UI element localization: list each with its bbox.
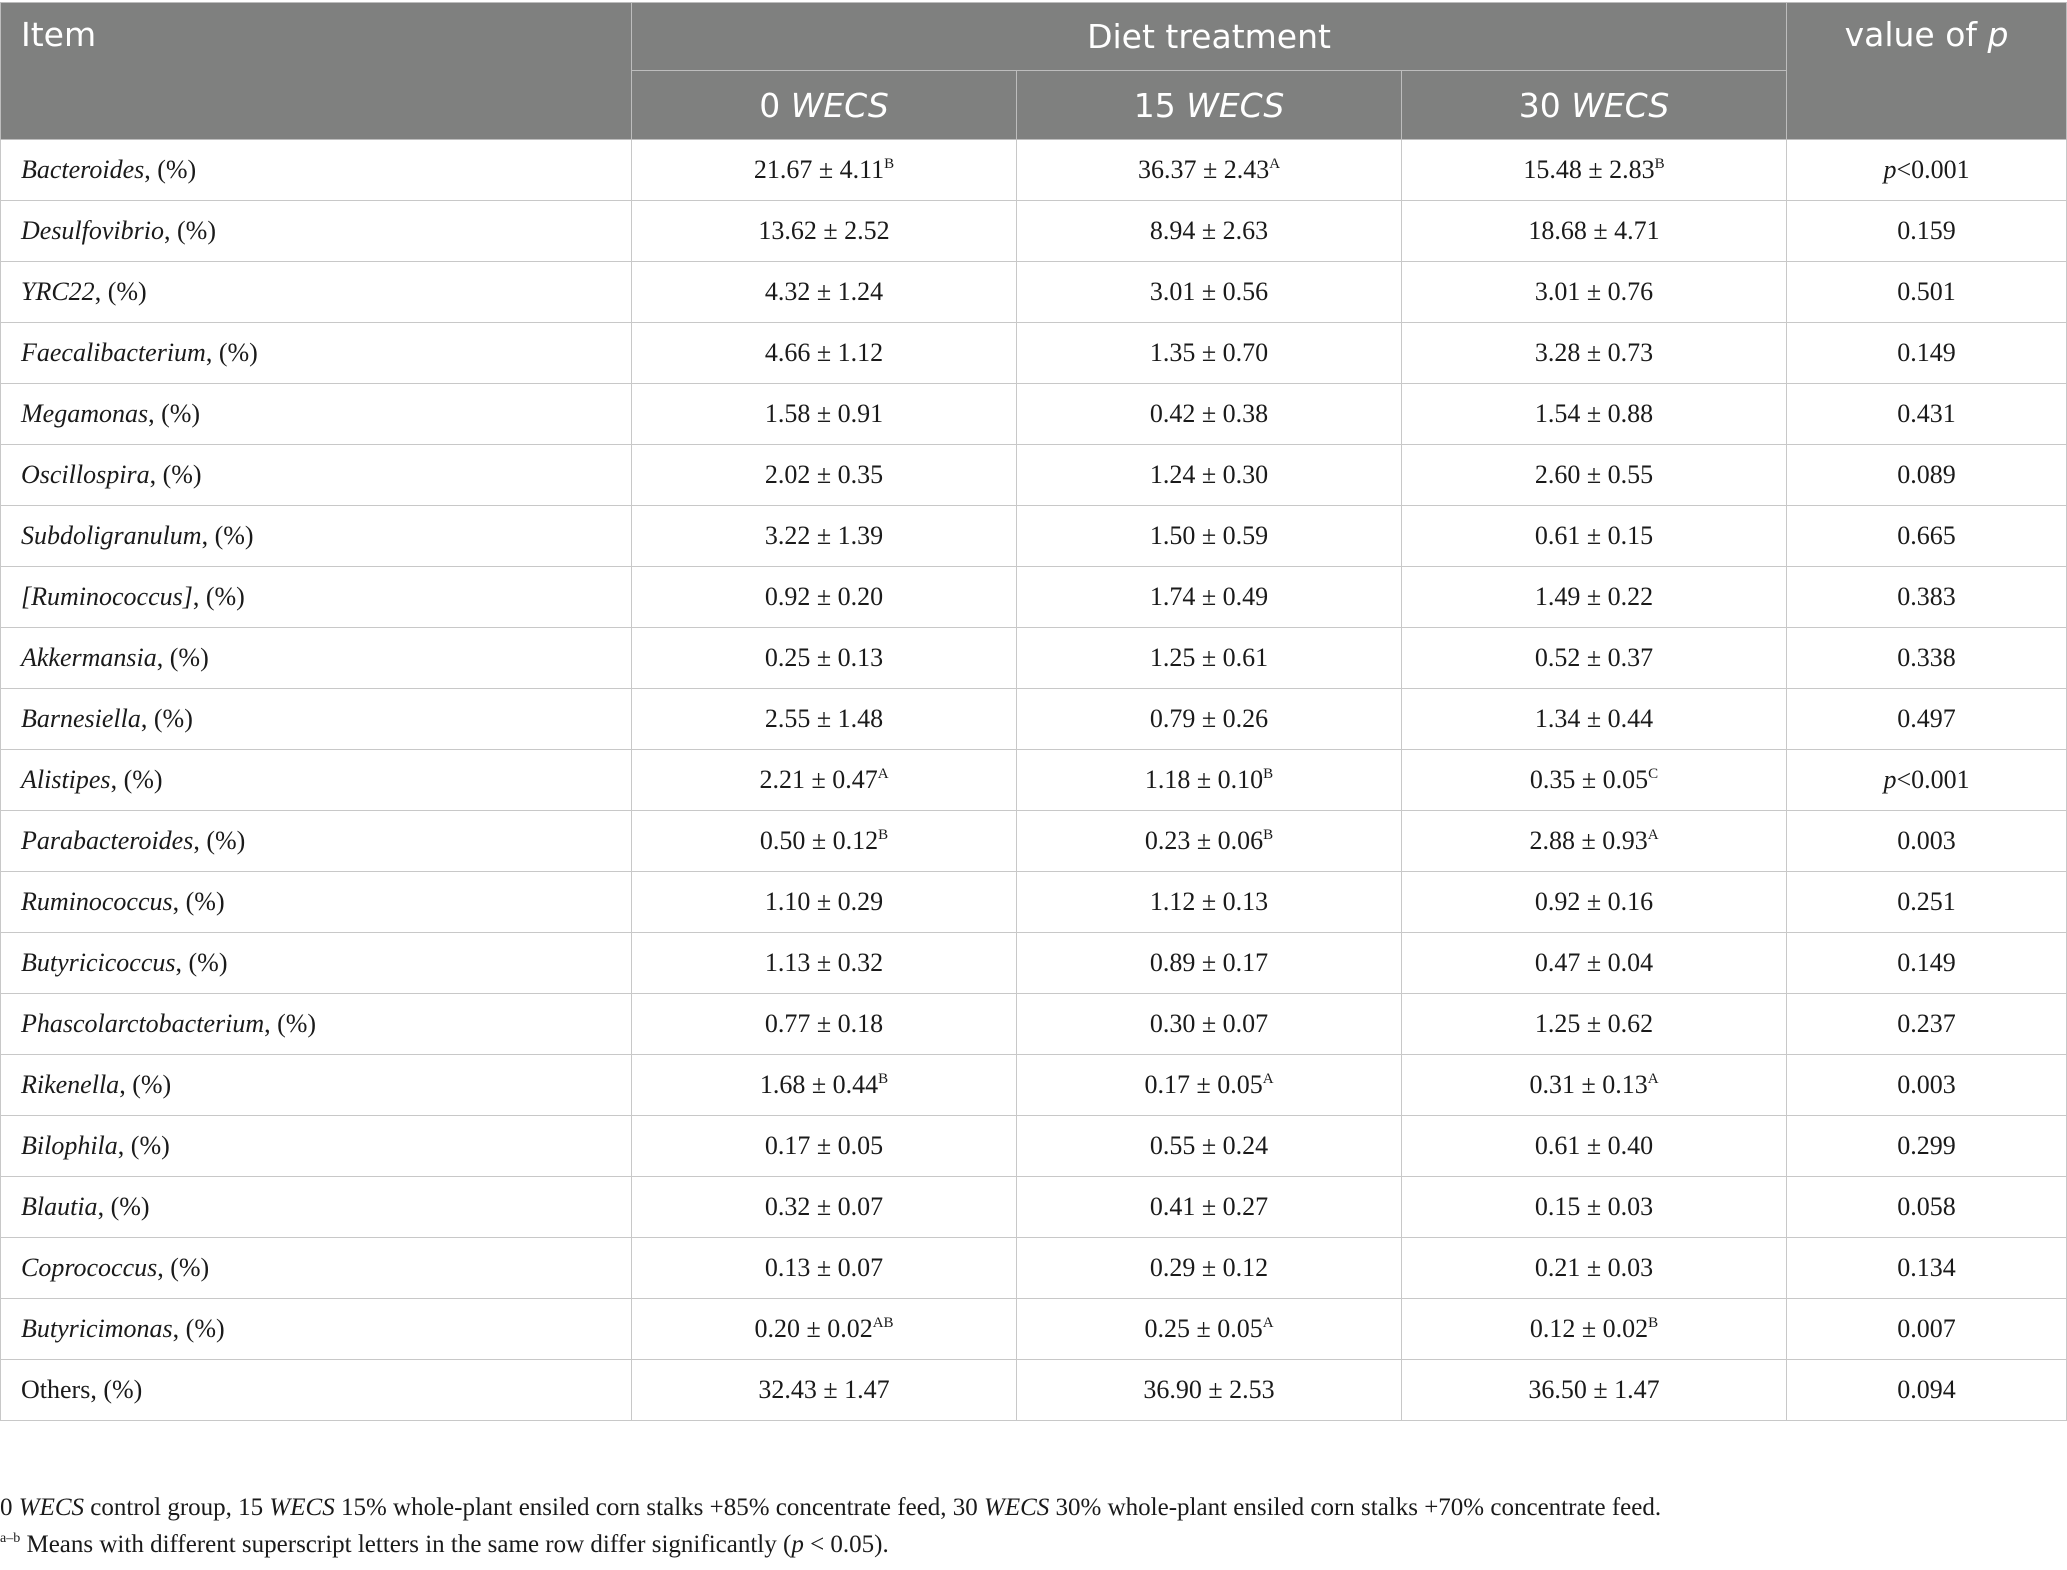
value-cell bbox=[1017, 933, 1402, 994]
footnote-text-a: Means with different superscript letters in the same row differ significantly ( bbox=[20, 1531, 792, 1558]
p-value: 0.338 bbox=[1897, 643, 1956, 672]
mean-sem: 1.18 ± 0.10 bbox=[1144, 765, 1264, 794]
mean-sem: 0.89 ± 0.17 bbox=[1149, 948, 1269, 977]
unit-label: , (%) bbox=[94, 277, 147, 306]
group-header-2 bbox=[1402, 71, 1787, 140]
table-row bbox=[1, 1116, 2067, 1177]
value-cell bbox=[1017, 811, 1402, 872]
mean-sem: 1.54 ± 0.88 bbox=[1534, 399, 1654, 428]
p-value-cell bbox=[1787, 567, 2067, 628]
p-value-column-header bbox=[1787, 3, 2067, 140]
p-value-cell bbox=[1787, 140, 2067, 201]
value-cell bbox=[632, 689, 1017, 750]
genus-name: Oscillospira bbox=[21, 460, 150, 489]
row-item-cell bbox=[1, 140, 632, 201]
group-number: 0 bbox=[759, 85, 791, 125]
mean-sem: 0.21 ± 0.03 bbox=[1534, 1253, 1654, 1282]
p-value-cell bbox=[1787, 750, 2067, 811]
mean-sem: 36.50 ± 1.47 bbox=[1528, 1375, 1660, 1404]
value-cell bbox=[632, 750, 1017, 811]
unit-label: , (%) bbox=[164, 216, 216, 245]
unit-label: , (%) bbox=[90, 1375, 143, 1404]
p-value: 0.497 bbox=[1897, 704, 1956, 733]
mean-sem: 0.41 ± 0.27 bbox=[1149, 1192, 1269, 1221]
p-symbol: p bbox=[1883, 765, 1897, 794]
table-row bbox=[1, 994, 2067, 1055]
diet-treatment-header: Diet treatment bbox=[632, 3, 1787, 71]
mean-sem: 1.68 ± 0.44 bbox=[759, 1070, 879, 1099]
value-cell bbox=[1402, 140, 1787, 201]
value-cell bbox=[1017, 140, 1402, 201]
mean-sem: 1.49 ± 0.22 bbox=[1534, 582, 1654, 611]
p-value: 0.159 bbox=[1897, 216, 1956, 245]
genus-name: Blautia bbox=[21, 1192, 98, 1221]
unit-label: , (%) bbox=[193, 826, 246, 855]
mean-sem: 0.61 ± 0.40 bbox=[1534, 1131, 1654, 1160]
value-cell bbox=[1402, 872, 1787, 933]
value-cell bbox=[632, 933, 1017, 994]
genus-name: Parabacteroides bbox=[21, 826, 194, 855]
mean-sem: 0.30 ± 0.07 bbox=[1149, 1009, 1269, 1038]
table-row bbox=[1, 1360, 2067, 1421]
row-item-cell bbox=[1, 1055, 632, 1116]
footnote-segment: 0 bbox=[0, 1494, 19, 1521]
table-row bbox=[1, 262, 2067, 323]
group-label: WECS bbox=[1186, 85, 1285, 125]
value-cell bbox=[632, 567, 1017, 628]
significance-letter: B bbox=[878, 1071, 889, 1087]
mean-sem: 3.28 ± 0.73 bbox=[1534, 338, 1654, 367]
significance-letter: A bbox=[877, 766, 889, 782]
mean-sem: 2.60 ± 0.55 bbox=[1534, 460, 1654, 489]
mean-sem: 0.77 ± 0.18 bbox=[764, 1009, 884, 1038]
p-value-cell bbox=[1787, 1055, 2067, 1116]
genus-name: Butyricicoccus bbox=[21, 948, 176, 977]
value-cell bbox=[632, 445, 1017, 506]
p-value: 0.501 bbox=[1897, 277, 1956, 306]
value-cell bbox=[1402, 506, 1787, 567]
significance-letter: B bbox=[884, 156, 895, 172]
significance-letter: B bbox=[1648, 1315, 1659, 1331]
mean-sem: 15.48 ± 2.83 bbox=[1523, 155, 1655, 184]
value-cell bbox=[1402, 933, 1787, 994]
genus-abundance-table bbox=[0, 2, 2067, 1421]
value-cell bbox=[1017, 384, 1402, 445]
unit-label: , (%) bbox=[149, 460, 202, 489]
p-value: <0.001 bbox=[1896, 155, 1970, 184]
mean-sem: 0.17 ± 0.05 bbox=[764, 1131, 884, 1160]
p-value-cell bbox=[1787, 445, 2067, 506]
row-item-cell bbox=[1, 750, 632, 811]
value-cell bbox=[1402, 628, 1787, 689]
mean-sem: 0.12 ± 0.02 bbox=[1529, 1314, 1649, 1343]
row-item-cell bbox=[1, 262, 632, 323]
unit-label: , (%) bbox=[110, 765, 163, 794]
genus-name: Butyricimonas bbox=[21, 1314, 173, 1343]
p-value: 0.383 bbox=[1897, 582, 1956, 611]
mean-sem: 21.67 ± 4.11 bbox=[753, 155, 885, 184]
unit-label: , (%) bbox=[172, 887, 225, 916]
p-value: 0.665 bbox=[1897, 521, 1956, 550]
value-cell bbox=[1402, 323, 1787, 384]
value-cell bbox=[1017, 1177, 1402, 1238]
value-cell bbox=[632, 994, 1017, 1055]
mean-sem: 0.61 ± 0.15 bbox=[1534, 521, 1654, 550]
row-item-cell bbox=[1, 1360, 632, 1421]
value-cell bbox=[1402, 567, 1787, 628]
value-cell bbox=[1402, 750, 1787, 811]
p-value: 0.431 bbox=[1897, 399, 1956, 428]
footnote-segment: WECS bbox=[269, 1494, 335, 1521]
row-item-cell bbox=[1, 384, 632, 445]
p-value: 0.149 bbox=[1897, 948, 1956, 977]
row-item-cell bbox=[1, 506, 632, 567]
mean-sem: 0.20 ± 0.02 bbox=[754, 1314, 873, 1343]
mean-sem: 1.10 ± 0.29 bbox=[764, 887, 884, 916]
genus-name: Akkermansia bbox=[21, 643, 157, 672]
genus-name: Bacteroides bbox=[21, 155, 145, 184]
value-cell bbox=[1402, 1360, 1787, 1421]
significance-letter: A bbox=[1262, 1315, 1274, 1331]
unit-label: , (%) bbox=[140, 704, 193, 733]
mean-sem: 1.58 ± 0.91 bbox=[764, 399, 884, 428]
value-cell bbox=[1017, 1299, 1402, 1360]
genus-name: Phascolarctobacterium bbox=[21, 1009, 265, 1038]
unit-label: , (%) bbox=[97, 1192, 150, 1221]
value-cell bbox=[1402, 262, 1787, 323]
group-label: WECS bbox=[790, 85, 889, 125]
mean-sem: 2.55 ± 1.48 bbox=[764, 704, 884, 733]
group-header-1 bbox=[1017, 71, 1402, 140]
mean-sem: 0.25 ± 0.13 bbox=[764, 643, 884, 672]
group-number: 30 bbox=[1518, 85, 1572, 125]
mean-sem: 4.32 ± 1.24 bbox=[764, 277, 884, 306]
value-cell bbox=[1017, 1116, 1402, 1177]
mean-sem: 1.24 ± 0.30 bbox=[1149, 460, 1269, 489]
unit-label: , (%) bbox=[117, 1131, 170, 1160]
mean-sem: 0.15 ± 0.03 bbox=[1534, 1192, 1654, 1221]
mean-sem: 2.88 ± 0.93 bbox=[1529, 826, 1648, 855]
value-cell bbox=[632, 140, 1017, 201]
row-item-cell bbox=[1, 1177, 632, 1238]
p-value-cell bbox=[1787, 1177, 2067, 1238]
mean-sem: 0.42 ± 0.38 bbox=[1149, 399, 1269, 428]
value-cell bbox=[1402, 1177, 1787, 1238]
mean-sem: 0.52 ± 0.37 bbox=[1534, 643, 1654, 672]
value-cell bbox=[632, 1238, 1017, 1299]
value-cell bbox=[1402, 1238, 1787, 1299]
p-value: 0.003 bbox=[1897, 1070, 1956, 1099]
footnote-abbreviations bbox=[0, 1494, 2060, 1522]
value-cell bbox=[1017, 567, 1402, 628]
row-item-cell bbox=[1, 201, 632, 262]
mean-sem: 0.32 ± 0.07 bbox=[764, 1192, 884, 1221]
p-value: 0.058 bbox=[1897, 1192, 1956, 1221]
unit-label: , (%) bbox=[157, 1253, 210, 1282]
footnote-text-b: < 0.05). bbox=[803, 1531, 889, 1558]
row-item-cell bbox=[1, 689, 632, 750]
mean-sem: 0.23 ± 0.06 bbox=[1144, 826, 1264, 855]
p-value-header-text: value of bbox=[1844, 15, 1988, 54]
genus-name: Ruminococcus bbox=[21, 887, 173, 916]
value-cell bbox=[632, 201, 1017, 262]
genus-name: Bilophila bbox=[21, 1131, 118, 1160]
unit-label: , (%) bbox=[192, 582, 245, 611]
p-value: 0.299 bbox=[1897, 1131, 1956, 1160]
value-cell bbox=[1402, 1116, 1787, 1177]
value-cell bbox=[1017, 323, 1402, 384]
table-header bbox=[1, 3, 2067, 140]
mean-sem: 13.62 ± 2.52 bbox=[758, 216, 890, 245]
mean-sem: 3.01 ± 0.56 bbox=[1149, 277, 1269, 306]
p-value-cell bbox=[1787, 994, 2067, 1055]
mean-sem: 1.13 ± 0.32 bbox=[764, 948, 884, 977]
table-row bbox=[1, 1238, 2067, 1299]
footnote-segment: WECS bbox=[18, 1494, 85, 1521]
table-row bbox=[1, 567, 2067, 628]
significance-letter: B bbox=[1263, 766, 1274, 782]
unit-label: , (%) bbox=[175, 948, 228, 977]
value-cell bbox=[632, 506, 1017, 567]
row-item-cell bbox=[1, 567, 632, 628]
value-cell bbox=[632, 384, 1017, 445]
value-cell bbox=[632, 872, 1017, 933]
value-cell bbox=[632, 1299, 1017, 1360]
value-cell bbox=[632, 811, 1017, 872]
p-value-cell bbox=[1787, 262, 2067, 323]
unit-label: , (%) bbox=[156, 643, 209, 672]
p-symbol: p bbox=[1987, 15, 2009, 54]
mean-sem: 3.01 ± 0.76 bbox=[1534, 277, 1654, 306]
value-cell bbox=[1402, 1055, 1787, 1116]
table-row bbox=[1, 811, 2067, 872]
significance-letter: B bbox=[1263, 827, 1274, 843]
footnote-segment: 15% whole-plant ensiled corn stalks +85% concentrate feed, 30 bbox=[334, 1494, 985, 1521]
footnote-superscript-mark: a–b bbox=[0, 1531, 21, 1546]
significance-letter: B bbox=[878, 827, 889, 843]
table-row bbox=[1, 201, 2067, 262]
genus-name: Barnesiella bbox=[21, 704, 141, 733]
value-cell bbox=[1017, 1055, 1402, 1116]
table-row bbox=[1, 1055, 2067, 1116]
unit-label: , (%) bbox=[201, 521, 254, 550]
mean-sem: 18.68 ± 4.71 bbox=[1528, 216, 1660, 245]
significance-letter: A bbox=[1647, 1071, 1659, 1087]
p-value: 0.089 bbox=[1897, 460, 1956, 489]
genus-name: Alistipes bbox=[21, 765, 111, 794]
genus-name: Rikenella bbox=[21, 1070, 120, 1099]
genus-name: [Ruminococcus] bbox=[21, 582, 193, 611]
value-cell bbox=[632, 1360, 1017, 1421]
p-value: 0.237 bbox=[1897, 1009, 1956, 1038]
mean-sem: 1.50 ± 0.59 bbox=[1149, 521, 1269, 550]
mean-sem: 36.37 ± 2.43 bbox=[1137, 155, 1270, 184]
value-cell bbox=[1402, 811, 1787, 872]
value-cell bbox=[1017, 201, 1402, 262]
value-cell bbox=[632, 1055, 1017, 1116]
value-cell bbox=[1402, 445, 1787, 506]
p-value-cell bbox=[1787, 689, 2067, 750]
mean-sem: 0.13 ± 0.07 bbox=[764, 1253, 884, 1282]
mean-sem: 0.79 ± 0.26 bbox=[1149, 704, 1269, 733]
mean-sem: 2.21 ± 0.47 bbox=[759, 765, 878, 794]
table-row bbox=[1, 506, 2067, 567]
mean-sem: 0.50 ± 0.12 bbox=[759, 826, 879, 855]
value-cell bbox=[1402, 384, 1787, 445]
unit-label: , (%) bbox=[119, 1070, 172, 1099]
value-cell bbox=[632, 628, 1017, 689]
footnote-segment: WECS bbox=[984, 1494, 1050, 1521]
row-item-cell bbox=[1, 1299, 632, 1360]
value-cell bbox=[1017, 872, 1402, 933]
p-value-cell bbox=[1787, 323, 2067, 384]
row-item-cell bbox=[1, 811, 632, 872]
value-cell bbox=[632, 323, 1017, 384]
table-row bbox=[1, 750, 2067, 811]
p-value: 0.134 bbox=[1897, 1253, 1956, 1282]
footnote-segment: 30% whole-plant ensiled corn stalks +70% concentrate feed. bbox=[1049, 1494, 1662, 1521]
value-cell bbox=[1017, 689, 1402, 750]
value-cell bbox=[1017, 750, 1402, 811]
mean-sem: 0.17 ± 0.05 bbox=[1144, 1070, 1263, 1099]
row-item-cell bbox=[1, 1238, 632, 1299]
p-value-cell bbox=[1787, 506, 2067, 567]
mean-sem: 2.02 ± 0.35 bbox=[764, 460, 884, 489]
significance-letter: B bbox=[1654, 156, 1665, 172]
p-value-cell bbox=[1787, 1299, 2067, 1360]
table-row bbox=[1, 872, 2067, 933]
value-cell bbox=[1017, 1238, 1402, 1299]
genus-name: Coprococcus bbox=[21, 1253, 158, 1282]
genus-name: Faecalibacterium bbox=[21, 338, 206, 367]
unit-label: , (%) bbox=[264, 1009, 317, 1038]
value-cell bbox=[632, 1177, 1017, 1238]
mean-sem: 3.22 ± 1.39 bbox=[764, 521, 884, 550]
unit-label: , (%) bbox=[172, 1314, 225, 1343]
mean-sem: 1.12 ± 0.13 bbox=[1149, 887, 1269, 916]
p-value-cell bbox=[1787, 1360, 2067, 1421]
table-row bbox=[1, 1177, 2067, 1238]
p-value: 0.149 bbox=[1897, 338, 1956, 367]
value-cell bbox=[632, 1116, 1017, 1177]
p-symbol: p bbox=[1883, 155, 1897, 184]
value-cell bbox=[1017, 628, 1402, 689]
item-column-header: Item bbox=[1, 3, 632, 140]
value-cell bbox=[1017, 262, 1402, 323]
mean-sem: 0.92 ± 0.16 bbox=[1534, 887, 1654, 916]
p-value-cell bbox=[1787, 201, 2067, 262]
value-cell bbox=[1017, 445, 1402, 506]
row-item-cell bbox=[1, 933, 632, 994]
group-number: 15 bbox=[1133, 85, 1187, 125]
table-row bbox=[1, 689, 2067, 750]
p-value: 0.094 bbox=[1897, 1375, 1956, 1404]
mean-sem: 1.34 ± 0.44 bbox=[1534, 704, 1654, 733]
mean-sem: 1.74 ± 0.49 bbox=[1149, 582, 1269, 611]
value-cell bbox=[1402, 994, 1787, 1055]
footnote-p-symbol: p bbox=[791, 1531, 804, 1558]
genus-name: Others bbox=[21, 1375, 91, 1404]
unit-label: , (%) bbox=[144, 155, 197, 184]
mean-sem: 0.25 ± 0.05 bbox=[1144, 1314, 1263, 1343]
mean-sem: 0.47 ± 0.04 bbox=[1534, 948, 1654, 977]
genus-name: Subdoligranulum bbox=[21, 521, 202, 550]
table-row bbox=[1, 384, 2067, 445]
value-cell bbox=[1017, 506, 1402, 567]
unit-label: , (%) bbox=[205, 338, 258, 367]
value-cell bbox=[1402, 689, 1787, 750]
table-body bbox=[1, 140, 2067, 1421]
unit-label: , (%) bbox=[148, 399, 201, 428]
significance-letter: C bbox=[1648, 766, 1659, 782]
p-value-cell bbox=[1787, 628, 2067, 689]
table-row bbox=[1, 933, 2067, 994]
mean-sem: 1.35 ± 0.70 bbox=[1149, 338, 1269, 367]
mean-sem: 36.90 ± 2.53 bbox=[1143, 1375, 1275, 1404]
row-item-cell bbox=[1, 323, 632, 384]
value-cell bbox=[1402, 201, 1787, 262]
mean-sem: 1.25 ± 0.62 bbox=[1534, 1009, 1654, 1038]
table-row bbox=[1, 1299, 2067, 1360]
mean-sem: 8.94 ± 2.63 bbox=[1149, 216, 1269, 245]
significance-letter: AB bbox=[872, 1315, 894, 1331]
table-row bbox=[1, 140, 2067, 201]
row-item-cell bbox=[1, 1116, 632, 1177]
p-value-cell bbox=[1787, 384, 2067, 445]
group-label: WECS bbox=[1571, 85, 1670, 125]
row-item-cell bbox=[1, 628, 632, 689]
mean-sem: 0.35 ± 0.05 bbox=[1529, 765, 1649, 794]
mean-sem: 0.31 ± 0.13 bbox=[1529, 1070, 1648, 1099]
p-value-cell bbox=[1787, 811, 2067, 872]
group-header-0 bbox=[632, 71, 1017, 140]
table-row bbox=[1, 445, 2067, 506]
genus-name: Desulfovibrio bbox=[21, 216, 164, 245]
table-row bbox=[1, 628, 2067, 689]
value-cell bbox=[1402, 1299, 1787, 1360]
significance-letter: A bbox=[1262, 1071, 1274, 1087]
row-item-cell bbox=[1, 445, 632, 506]
mean-sem: 0.92 ± 0.20 bbox=[764, 582, 884, 611]
mean-sem: 1.25 ± 0.61 bbox=[1149, 643, 1269, 672]
significance-letter: A bbox=[1269, 156, 1281, 172]
p-value-cell bbox=[1787, 933, 2067, 994]
mean-sem: 0.55 ± 0.24 bbox=[1149, 1131, 1269, 1160]
mean-sem: 0.29 ± 0.12 bbox=[1149, 1253, 1269, 1282]
value-cell bbox=[1017, 994, 1402, 1055]
p-value: 0.007 bbox=[1897, 1314, 1956, 1343]
p-value: <0.001 bbox=[1896, 765, 1970, 794]
value-cell bbox=[632, 262, 1017, 323]
p-value-cell bbox=[1787, 1238, 2067, 1299]
row-item-cell bbox=[1, 994, 632, 1055]
footnote-segment: control group, 15 bbox=[84, 1494, 270, 1521]
mean-sem: 4.66 ± 1.12 bbox=[764, 338, 884, 367]
p-value: 0.251 bbox=[1897, 887, 1956, 916]
significance-letter: A bbox=[1647, 827, 1659, 843]
value-cell bbox=[1017, 1360, 1402, 1421]
footnote-significance bbox=[0, 1531, 2060, 1559]
table-row bbox=[1, 323, 2067, 384]
p-value: 0.003 bbox=[1897, 826, 1956, 855]
genus-name: Megamonas bbox=[21, 399, 149, 428]
p-value-cell bbox=[1787, 872, 2067, 933]
genus-name: YRC22 bbox=[21, 277, 95, 306]
mean-sem: 32.43 ± 1.47 bbox=[758, 1375, 890, 1404]
p-value-cell bbox=[1787, 1116, 2067, 1177]
row-item-cell bbox=[1, 872, 632, 933]
